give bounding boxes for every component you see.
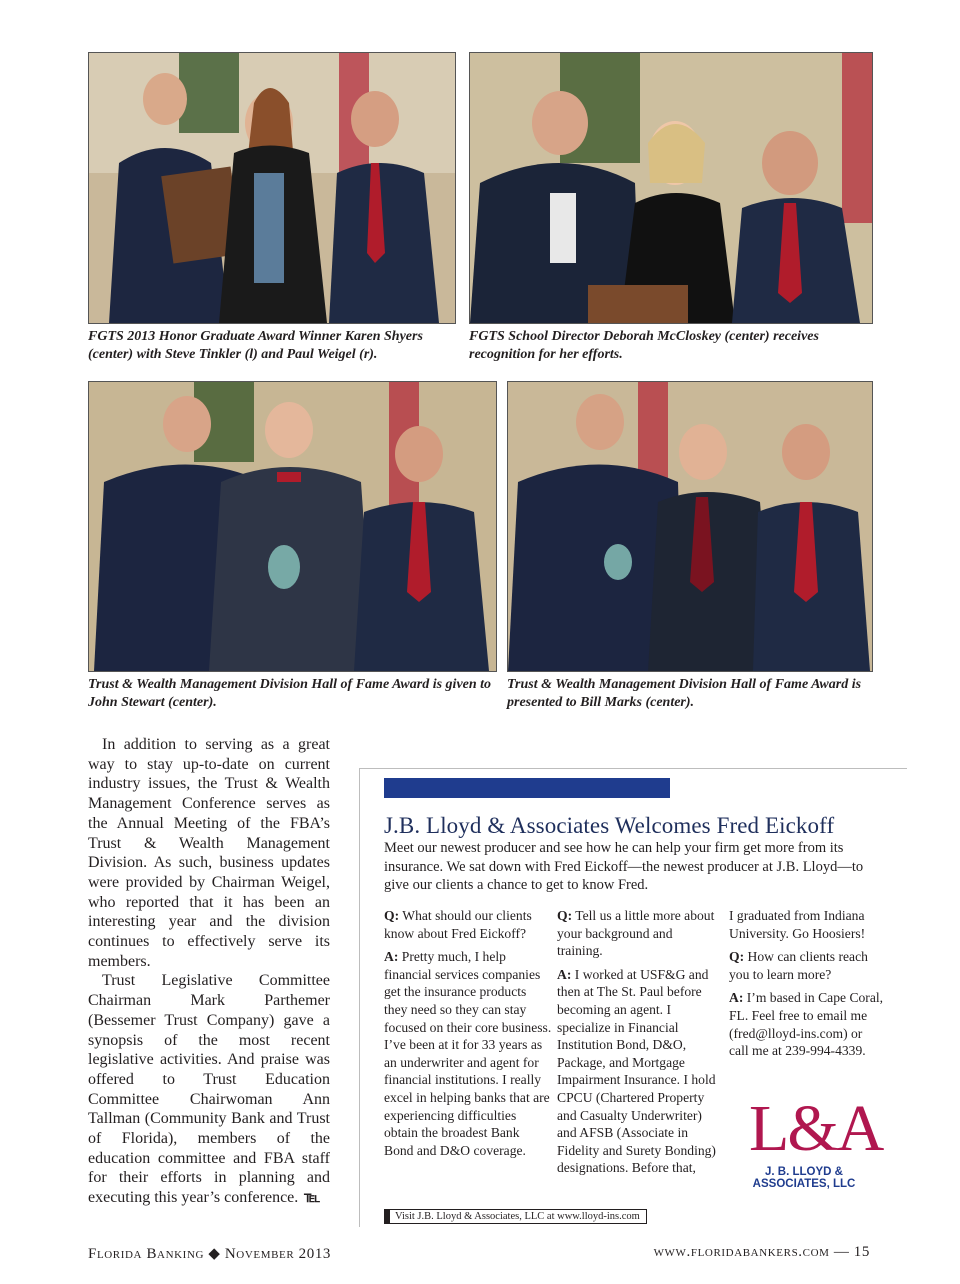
q-label: Q: bbox=[384, 908, 400, 923]
qa-question bbox=[729, 948, 884, 983]
qa-answer bbox=[557, 966, 719, 1177]
a-label: A: bbox=[729, 990, 744, 1006]
answer-text: I’m based in Cape Coral, FL. Feel free to email me (fred@lloyd-ins.com) or call me at 239-994-4339. bbox=[729, 990, 884, 1059]
ad-header-bar bbox=[384, 778, 670, 798]
qa-answer bbox=[729, 989, 884, 1059]
caption-school-director: FGTS School Director Deborah McCloskey (center) receives recognition for her efforts. bbox=[469, 329, 819, 362]
photo-hall-of-fame-marks bbox=[507, 381, 873, 672]
question-text: Tell us a little more about your background and training. bbox=[557, 908, 715, 959]
ad-title: J.B. Lloyd & Associates Welcomes Fred Eickoff bbox=[384, 813, 835, 838]
qa-answer bbox=[384, 948, 552, 1159]
caption-honor-graduate: FGTS 2013 Honor Graduate Award Winner Karen Shyers (center) with Steve Tinkler (l) and Paul Weigel (r). bbox=[88, 329, 423, 362]
article-paragraph-text: Trust Legislative Committee Chairman Mark Parthemer (Bessemer Trust Company) gave a synopsis of the most recent legislative activities. And praise was offered to Trust Education Committee Chairwoman Ann Tallman (Community Bank and Trust of Florida), members of the education committee and FBA staff for their efforts in planning and executing this year’s conference. bbox=[88, 972, 330, 1207]
logo-mark: L&A bbox=[749, 1092, 883, 1165]
ad-website-link[interactable]: Visit J.B. Lloyd & Associates, LLC at www.lloyd-ins.com bbox=[384, 1209, 647, 1224]
jb-lloyd-logo bbox=[729, 1092, 883, 1190]
photo-honor-graduate bbox=[88, 52, 456, 324]
ad-jb-lloyd bbox=[359, 768, 907, 1227]
ad-column-1 bbox=[384, 907, 552, 1165]
photo-school-director bbox=[469, 52, 873, 324]
a-label: A: bbox=[384, 949, 399, 965]
ad-intro: Meet our newest producer and see how he can help your firm get more from its insurance. We sat down with Fred Eickoff—the newest producer at J.B. Lloyd—to give our clients a chance to get to know Fred. bbox=[384, 840, 864, 893]
answer-text: I worked at USF&G and then at The St. Paul before becoming an agent. I specialize in Financial Institution Bond, D&O, Package, and Mortgage Impairment Insurance. I hold CPCU (Chartered Property and Casualty Underwriter) and AFSB (Associate in Fidelity and Surety Bonding) designations. Before that, bbox=[557, 966, 716, 1176]
caption-hall-of-fame-stewart: Trust & Wealth Management Division Hall of Fame Award is given to John Stewart (center). bbox=[88, 677, 492, 710]
article-paragraph bbox=[88, 971, 330, 1208]
ad-column-2 bbox=[557, 907, 719, 1183]
qa-question bbox=[384, 907, 552, 942]
answer-text: Pretty much, I help financial services companies get the insurance products they need so they can stay focused on their core business. I’ve been at it for 33 years as an underwriter and agent for financial institutions. I really excel in helping banks that are experiencing difficulties obtain the broadest Bank Bond and D&O coverage. bbox=[384, 949, 552, 1158]
article-body bbox=[88, 735, 330, 1209]
article-paragraph: In addition to serving as a great way to stay up-to-date on current industry issues, the Trust & Wealth Management Conference serves as the Annual Meeting of the FBA’s Trust & Wealth Management Division. As such, business updates were provided by Chairman Weigel, who reported that it has been an interesting year and the division continues to effectively serve its members. bbox=[88, 736, 330, 970]
ad-column-3 bbox=[729, 907, 884, 1066]
caption-hall-of-fame-marks: Trust & Wealth Management Division Hall of Fame Award is presented to Bill Marks (center). bbox=[507, 677, 862, 710]
photo-hall-of-fame-stewart bbox=[88, 381, 497, 672]
q-label: Q: bbox=[557, 908, 573, 923]
footer-publication: Florida Banking ◆ November 2013 bbox=[88, 1246, 332, 1262]
question-text: How can clients reach you to learn more? bbox=[729, 949, 868, 982]
logo-text: J. B. LLOYD & ASSOCIATES, LLC bbox=[752, 1166, 856, 1190]
q-label: Q: bbox=[729, 949, 745, 965]
question-text: What should our clients know about Fred Eickoff? bbox=[384, 908, 532, 941]
answer-continued: I graduated from Indiana University. Go Hoosiers! bbox=[729, 908, 866, 941]
a-label: A: bbox=[557, 966, 572, 982]
qa-question bbox=[557, 907, 719, 960]
footer-website-page: www.floridabankers.com — 15 bbox=[653, 1244, 870, 1260]
end-mark-icon: ℡ bbox=[304, 1190, 321, 1207]
